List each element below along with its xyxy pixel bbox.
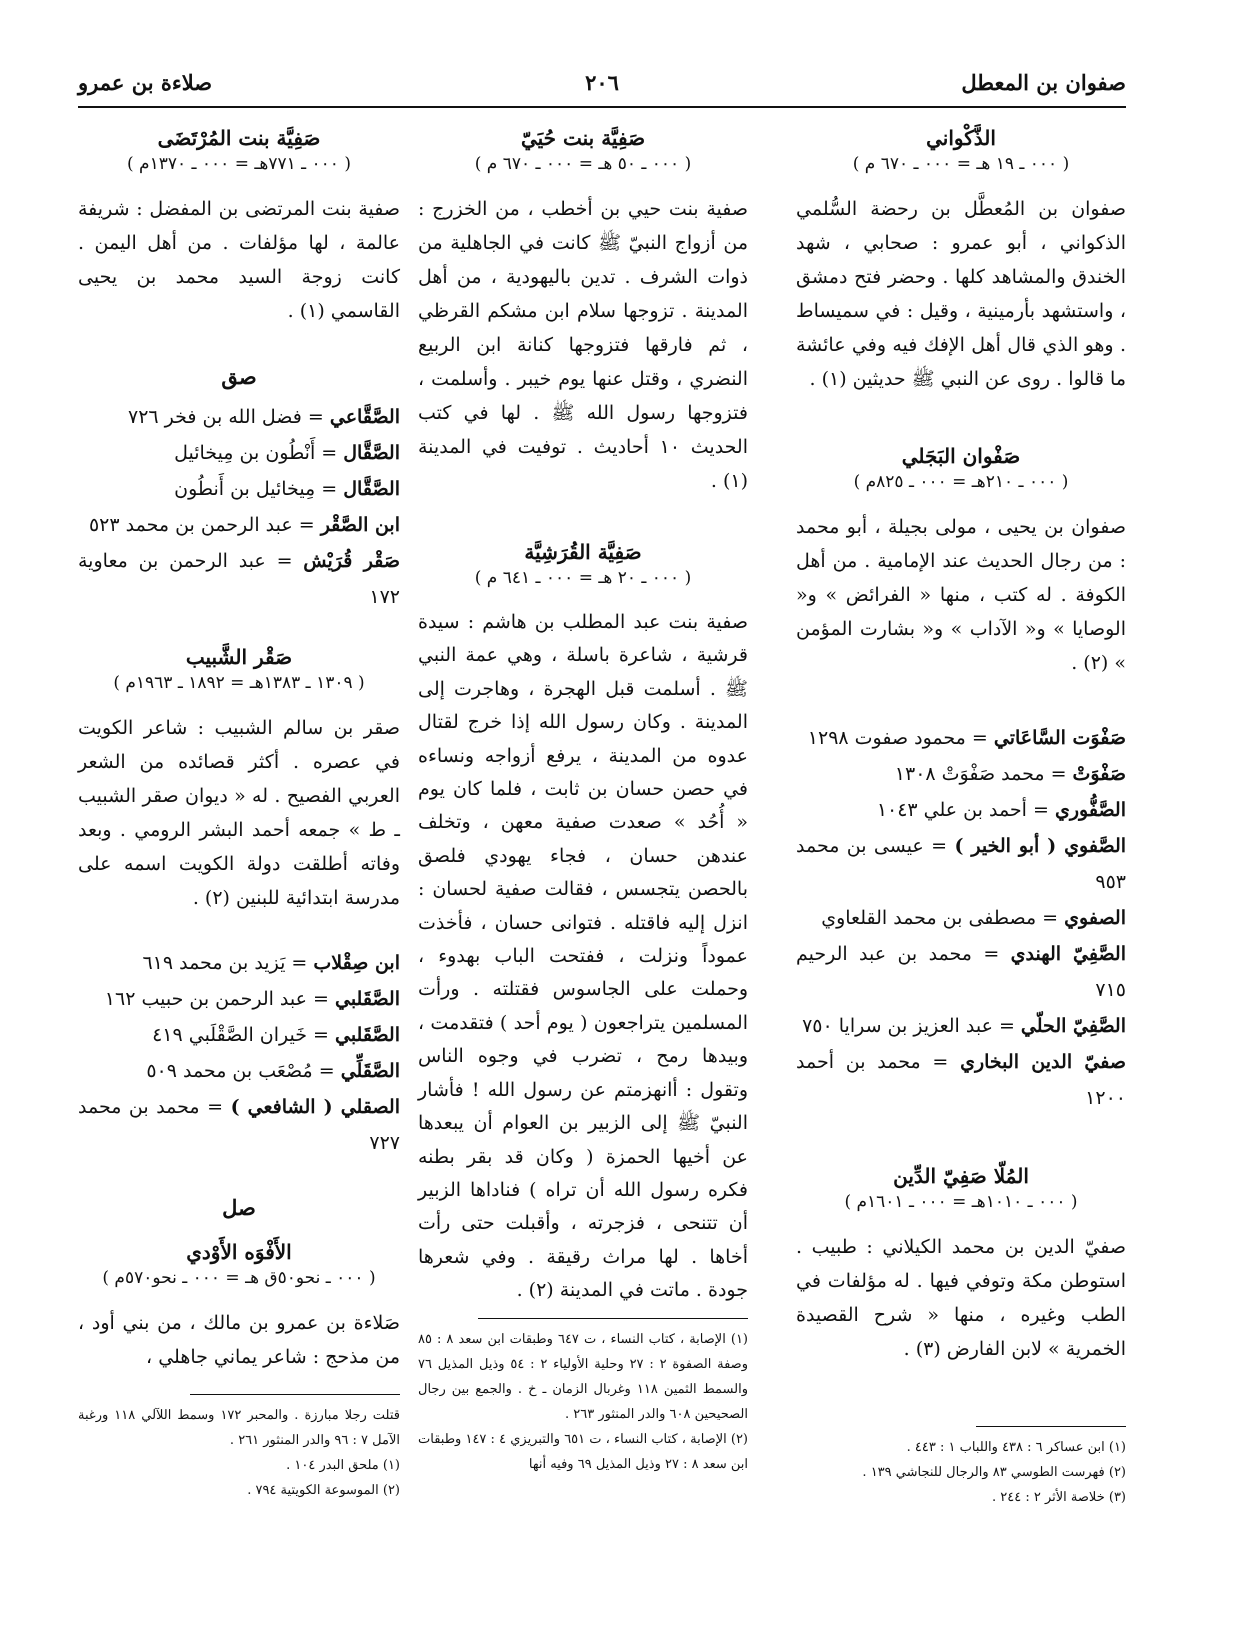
cross-reference: الصَّقَلِّي = مُصْعَب بن محمد ٥٠٩	[146, 1060, 400, 1082]
entry-body: صفيّ الدين بن محمد الكيلاني : طبيب . استوطن مكة وتوفي فيها . له مؤلفات في الطب وغيره ، منها « شرح القصيدة الخمرية » لابن الفارض (٣) .	[796, 1236, 1126, 1360]
entry-dates: ( ٠٠٠ ـ ٧٧١هـ = ٠٠٠ ـ ١٣٧٠م )	[127, 154, 351, 174]
cross-reference: الصَّقَّال = مِيخائيل بن أَنطُون	[174, 478, 400, 500]
cross-reference: ابن صِقْلاب = يَزيد بن محمد ٦١٩	[142, 952, 400, 974]
entry-body: صفية بنت حيي بن أخطب ، من الخزرج : من أزواج النبيّ ﷺ كانت في الجاهلية من ذوات الشرف . تدين باليهودية ، من أهل المدينة . تزوجها سلام ابن مشكم القرظي ، ثم فارقها فتزوجها كنانة ابن الربيع النضري ، وقتل عنها يوم خيبر . وأسلمت ، فتزوجها رسول الله ﷺ . لها في كتب الحديث ١٠ أحاديث . توفيت في المدينة (١) .	[418, 198, 749, 492]
cross-reference: صَفْوَتْ = محمد صَفْوَتْ ١٣٠٨	[894, 763, 1126, 785]
entry-dates: ( ٠٠٠ ـ ٢٠ هـ = ٠٠٠ ـ ٦٤١ م )	[474, 568, 692, 588]
cross-reference: الصفوي = مصطفى بن محمد القلعاوي	[821, 907, 1126, 929]
running-header	[78, 70, 1126, 108]
entry-title: صَفْوان البَجَلي	[901, 444, 1021, 468]
footnote-rule	[478, 1318, 748, 1319]
footnote: (٢) الموسوعة الكويتية ٧٩٤ .	[247, 1483, 400, 1498]
footnote: (٣) خلاصة الأثر ٢ : ٢٤٤ .	[991, 1490, 1126, 1505]
footnote: (١) الإصابة ، كتاب النساء ، ت ٦٤٧ وطبقات ابن سعد ٨ : ٨٥ وصفة الصفوة ٢ : ٢٧ وحلية الأولياء ٢ : ٥٤ وذيل المذيل ٧٦ والسمط الثمين ١١٨ وغربال الزمان ـ خ . والجمع بين رجال الصحيحين ٦٠٨ والدر المنثور ٢٦٣ .	[418, 1331, 748, 1422]
entry-title: الذَّكْواني	[926, 126, 996, 150]
footnote: (٢) فهرست الطوسي ٨٣ والرجال للنجاشي ١٣٩ .	[862, 1465, 1126, 1480]
cross-reference: الصَّفِيّ الحلّي = عبد العزيز بن سرايا ٧٥٠	[802, 1015, 1126, 1037]
entry-dates: ( ٠٠٠ ـ نحو٥٠ق هـ = ٠٠٠ ـ نحو٥٧٠م )	[102, 1268, 376, 1288]
entry-dates: ( ٠٠٠ ـ ١٠١٠هـ = ٠٠٠ ـ ١٦٠١م )	[844, 1192, 1078, 1212]
cross-reference: الصَّقَلبي = عبد الرحمن بن حبيب ١٦٢	[104, 988, 400, 1010]
entry-dates: ( ٠٠٠ ـ ١٩ هـ = ٠٠٠ ـ ٦٧٠ م )	[852, 154, 1070, 174]
cross-reference: الصَّفُّوري = أحمد بن علي ١٠٤٣	[876, 799, 1126, 821]
entry-body: صفية بنت المرتضى بن المفضل : شريفة عالمة ، لها مؤلفات . من أهل اليمن . كانت زوجة السيد محمد بن يحيى القاسمي (١) .	[78, 198, 400, 322]
entry-title: الأَفْوَه الأَوْدي	[186, 1240, 292, 1264]
footnote-rule	[190, 1394, 400, 1395]
header-left-title: صلاءة بن عمرو	[78, 70, 222, 95]
cross-reference: صفيّ الدين البخاري = محمد بن أحمد ١٢٠٠	[796, 1051, 1127, 1109]
entry-dates: ( ٠٠٠ ـ ٥٠ هـ = ٠٠٠ ـ ٦٧٠ م )	[474, 154, 692, 174]
entry-body: صفوان بن المُعطَّل بن رحضة السُّلمي الذكواني ، أبو عمرو : صحابي ، شهد الخندق والمشاهد كلها . وحضر فتح دمشق ، واستشهد بأرمينية ، وقيل : في سميساط . وهو الذي قال أهل الإفك فيه وفي عائشة ما قالوا . روى عن النبي ﷺ حديثين (١) .	[796, 198, 1126, 390]
entry-body: صقر بن سالم الشبيب : شاعر الكويت في عصره . أكثر قصائده من الشعر العربي الفصيح . له « ديوان صقر الشبيب ـ ط » جمعه أحمد البشر الرومي . وبعد وفاته أطلقت دولة الكويت اسمه على مدرسة ابتدائية للبنين (٢) .	[78, 717, 400, 909]
entry-dates: ( ٠٠٠ ـ ٢١٠هـ = ٠٠٠ ـ ٨٢٥م )	[853, 472, 1069, 492]
entry-dates: ( ١٣٠٩ ـ ١٣٨٣هـ = ١٨٩٢ ـ ١٩٦٣م )	[113, 673, 365, 693]
entry-body: صفوان بن يحيى ، مولى بجيلة ، أبو محمد : من رجال الحديث عند الإمامية . من أهل الكوفة . له كتب ، منها « الفرائض » و« الوصايا » و« الآداب » و« بشارت المؤمن » (٢) .	[796, 516, 1126, 674]
section-heading: صق	[221, 364, 257, 389]
column-right	[796, 118, 1126, 1510]
cross-reference: الصَّفوي ( أبو الخير ) = عيسى بن محمد ٩٥٣	[796, 835, 1127, 893]
entry-title: صَفِيَّة القُرَشِيَّة	[524, 540, 642, 564]
footnote: (١) ملحق البدر ١٠٤ .	[286, 1458, 400, 1473]
cross-reference: ابن الصَّقْر = عبد الرحمن بن محمد ٥٢٣	[88, 514, 400, 536]
cross-reference: صَفْوَت السَّاعَاتي = محمود صفوت ١٢٩٨	[807, 727, 1126, 749]
entry-body: صفية بنت عبد المطلب بن هاشم : سيدة قرشية ، شاعرة باسلة ، وهي عمة النبي ﷺ . أسلمت قبل الهجرة ، وهاجرت إلى المدينة . وكان رسول الله إذا خرج لقتال عدوه من المدينة ، يرفع أزواجه ونساءه في حصن حسان بن ثابت ، فلما كان يوم « أُحُد » صعدت صفية معهن ، وتخلف عندهن حسان ، فجاء يهودي فلصق بالحصن يتجسس ، فقالت صفية لحسان : انزل إليه فاقتله . فتوانى حسان ، فأخذت عموداً ونزلت ، ففتحت الباب بهدوء ، وحملت على الجاسوس فقتلته . ورأت المسلمين يتراجعون ( يوم أحد ) فتقدمت ، وبيدها رمح ، تضرب في وجوه الناس وتقول : أانهزمتم عن رسول الله ! فأشار النبيّ ﷺ إلى الزبير بن العوام أن يبعدها عن أخيها الحمزة ( وكان قد بقر بطنه فكره رسول الله أن تراه ) فناداها الزبير أن تتنحى ، فزجرته ، وأقبلت حتى رأت أخاها . لها مراث رقيقة . وفي شعرها جودة . ماتت في المدينة (٢) .	[418, 611, 748, 1302]
footnote: قتلت رجلا مبارزة . والمحبر ١٧٢ وسمط اللآلي ١١٨ ورغبة الآمل ٧ : ٩٦ والدر المنثور ٢٦١ .	[78, 1408, 400, 1448]
cross-reference: الصَّقَّاعي = فضل الله بن فخر ٧٢٦	[128, 406, 400, 428]
cross-reference: الصقلي ( الشافعي ) = محمد بن محمد ٧٢٧	[78, 1096, 400, 1154]
entry-title: المُلّا صَفِيّ الدِّين	[893, 1164, 1029, 1188]
section-heading: صل	[222, 1195, 256, 1220]
footnote: (٢) الإصابة ، كتاب النساء ، ت ٦٥١ والتبريزي ٤ : ١٤٧ وطبقات ابن سعد ٨ : ٢٧ وذيل المذيل ٦٩ وفيه أنها	[418, 1431, 748, 1472]
entry-title: صَفِيَّة بنت المُرْتَضَى	[157, 126, 321, 150]
cross-reference: الصَّقَلبي = خَيران الصَّقْلَبي ٤١٩	[152, 1024, 400, 1046]
entry-title: صَقْر الشَّبيب	[185, 645, 293, 669]
entry-title: صَفِيَّة بنت حُيَيّ	[520, 126, 646, 150]
cross-reference: الصَّفِيّ الهندي = محمد بن عبد الرحيم ٧١٥	[796, 943, 1126, 1001]
cross-reference: الصَّقَّال = أَنْطُون بن مِيخائيل	[174, 442, 400, 464]
header-right-title: صفوان بن المعطل	[951, 70, 1126, 95]
footnote-rule	[976, 1426, 1126, 1427]
column-left	[78, 118, 400, 1503]
page-number: ٢٠٦	[573, 70, 631, 95]
column-middle	[418, 118, 748, 1477]
cross-reference: صَقْر قُرَيْش = عبد الرحمن بن معاوية ١٧٢	[78, 550, 400, 608]
entry-body: صَلاءة بن عمرو بن مالك ، من بني أود ، من مذحج : شاعر يماني جاهلي ،	[78, 1312, 400, 1368]
footnote: (١) ابن عساكر ٦ : ٤٣٨ واللباب ١ : ٤٤٣ .	[906, 1440, 1126, 1455]
